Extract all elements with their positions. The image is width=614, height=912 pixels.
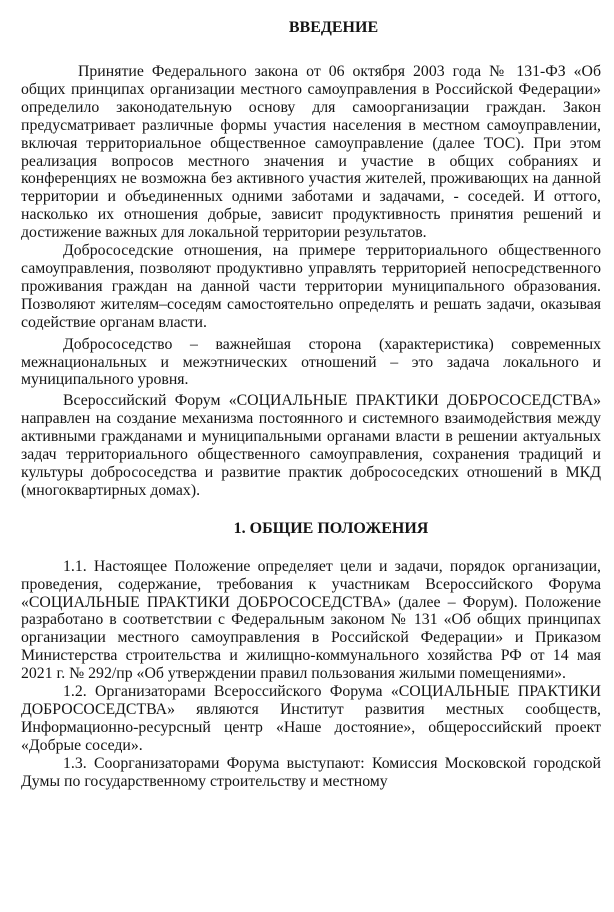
intro-paragraph: Принятие Федерального закона от 06 октября 2003 года № 131-ФЗ «Об общих принципах организации местного самоуправления в Российской Федерации» определило законодательную основу для самоорганизации граждан. Закон предусматривает различные формы участия населения в местном самоуправлении, включая территориальное общественное самоуправление (далее ТОС). При этом реализация вопросов местного значения и участие в общих собраниях и конференциях не возможна без активного участия жителей, проживающих на данной территории и объединенных одними заботами и задачами, - соседей. И оттого, насколько их отношения добрые, зависит продуктивность принятия решений и достижение важных для локальной территории результатов. xyxy=(21,63,601,242)
section-paragraph: 1.1. Настоящее Положение определяет цели и задачи, порядок организации, проведения, содержание, требования к участникам Всероссийского Форума «СОЦИАЛЬНЫЕ ПРАКТИКИ ДОБРОСОСЕДСТВА» (далее – Форум). Положение разработано в соответствии с Федеральным законом № 131 «Об общих принципах организации местного самоуправления в Российской Федерации» и Приказом Министерства строительства и жилищно-коммунального хозяйства РФ от 14 мая 2021 г. № 292/пр «Об утверждении правил пользования жилыми помещениями». xyxy=(21,557,601,683)
intro-paragraph: Добрососедство – важнейшая сторона (характеристика) современных межнациональных и межэтнических отношений – это задача локального и муниципального уровня. xyxy=(21,335,601,389)
document-page xyxy=(21,8,601,791)
section-paragraph: 1.3. Соорганизаторами Форума выступают: Комиссия Московской городской Думы по государственному строительству и местному xyxy=(21,754,601,790)
intro-paragraph: Всероссийский Форум «СОЦИАЛЬНЫЕ ПРАКТИКИ ДОБРОСОСЕДСТВА» направлен на создание механизма постоянного и системного взаимодействия между активными гражданами и муниципальными органами власти в решении актуальных задач территориального общественного самоуправления, сохранения традиций и культуры добрососедства и развитие практик добрососедских отношений в МКД (многоквартирных домах). xyxy=(21,392,601,499)
spacer xyxy=(21,48,601,63)
section-paragraph: 1.2. Организаторами Всероссийского Форума «СОЦИАЛЬНЫЕ ПРАКТИКИ ДОБРОСОСЕДСТВА» являются Институт развития местных сообществ, Информационно-ресурсный центр «Наше достояние», общероссийский проект «Добрые соседи». xyxy=(21,683,601,754)
intro-heading: ВВЕДЕНИЕ xyxy=(288,19,379,36)
section-heading: 1. ОБЩИЕ ПОЛОЖЕНИЯ xyxy=(233,519,429,537)
intro-paragraph: Добрососедские отношения, на примере территориального общественного самоуправления, позволяют продуктивно управлять территорией непосредственного проживания граждан на данной части территории муниципального образования. Позволяют жителям–соседям самостоятельно определять и решать задачи, оказывая содействие органам власти. xyxy=(21,242,601,331)
